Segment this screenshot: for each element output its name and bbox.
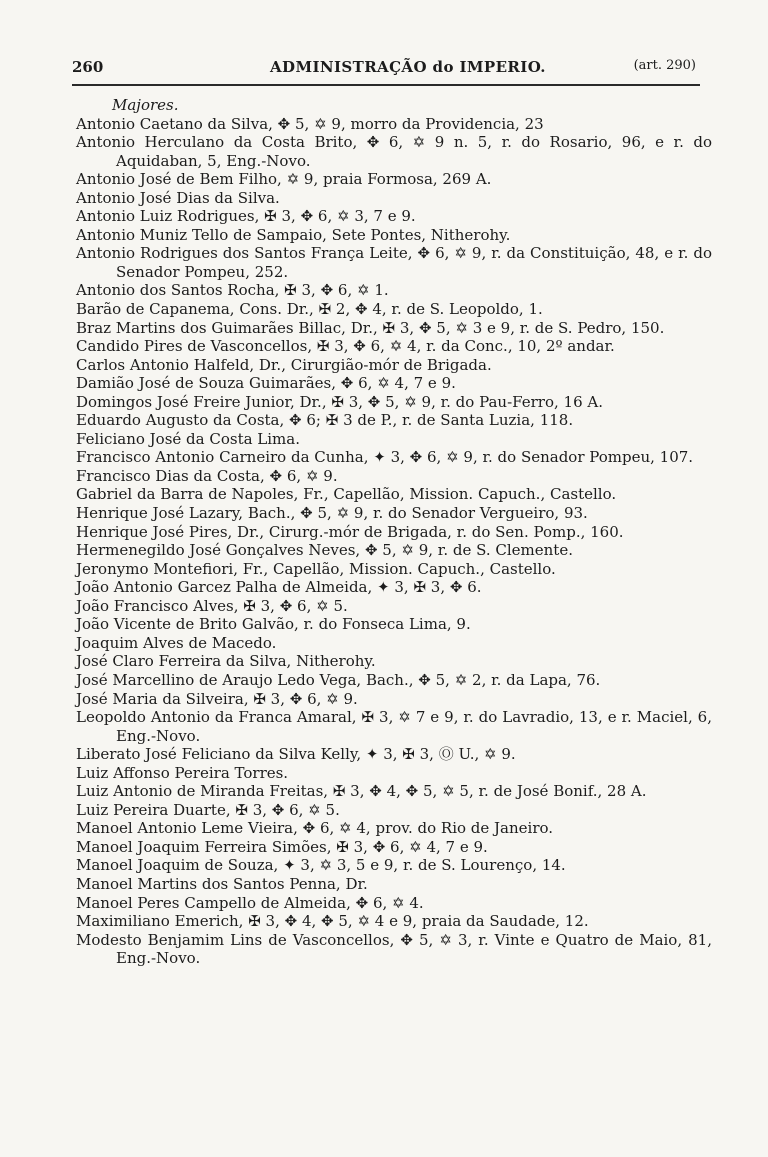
page-header xyxy=(72,58,700,82)
list-item: Modesto Benjamim Lins de Vasconcellos, ✥ 5, ✡ 3, r. Vinte e Quatro de Maio, 81, Eng.-Novo. xyxy=(76,930,712,968)
list-item: Antonio Muniz Tello de Sampaio, Sete Pontes, Nitherohy. xyxy=(76,225,511,244)
list-item: Joaquim Alves de Macedo. xyxy=(76,633,277,652)
list-item: Gabriel da Barra de Napoles, Fr., Capellão, Mission. Capuch., Castello. xyxy=(76,485,617,504)
running-title: ADMINISTRAÇÃO do IMPERIO. xyxy=(270,58,546,76)
list-item: José Marcellino de Araujo Ledo Vega, Bach., ✥ 5, ✡ 2, r. da Lapa, 76. xyxy=(76,670,601,689)
list-item: Luiz Affonso Pereira Torres. xyxy=(76,763,289,782)
list-item: Damião José de Souza Guimarães, ✥ 6, ✡ 4, 7 e 9. xyxy=(76,374,456,393)
list-item: Manoel Antonio Leme Vieira, ✥ 6, ✡ 4, prov. do Rio de Janeiro. xyxy=(76,819,554,838)
section-title: Majores. xyxy=(112,96,179,114)
list-item: Maximiliano Emerich, ✠ 3, ✥ 4, ✥ 5, ✡ 4 e 9, praia da Saudade, 12. xyxy=(76,912,589,931)
list-item: Henrique José Lazary, Bach., ✥ 5, ✡ 9, r. do Senador Vergueiro, 93. xyxy=(76,504,588,523)
list-item: Candido Pires de Vasconcellos, ✠ 3, ✥ 6, ✡ 4, r. da Conc., 10, 2º andar. xyxy=(76,337,615,356)
list-item: Henrique José Pires, Dr., Cirurg.-mór de Brigada, r. do Sen. Pomp., 160. xyxy=(76,522,624,541)
list-item: Francisco Antonio Carneiro da Cunha, ✦ 3, ✥ 6, ✡ 9, r. do Senador Pompeu, 107. xyxy=(76,448,694,467)
list-item: João Francisco Alves, ✠ 3, ✥ 6, ✡ 5. xyxy=(76,596,348,615)
list-item: Antonio dos Santos Rocha, ✠ 3, ✥ 6, ✡ 1. xyxy=(76,281,389,300)
list-item: Antonio Rodrigues dos Santos França Leite, ✥ 6, ✡ 9, r. da Constituição, 48, e r. do Senador Pompeu, 252. xyxy=(76,244,712,281)
list-item: Manoel Martins dos Santos Penna, Dr. xyxy=(76,874,368,893)
list-item: Liberato José Feliciano da Silva Kelly, ✦ 3, ✠ 3, Ⓞ U., ✡ 9. xyxy=(76,745,516,764)
list-item: Eduardo Augusto da Costa, ✥ 6; ✠ 3 de P., r. de Santa Luzia, 118. xyxy=(76,411,574,430)
list-item: Barão de Capanema, Cons. Dr., ✠ 2, ✥ 4, r. de S. Leopoldo, 1. xyxy=(76,300,543,319)
list-item: João Vicente de Brito Galvão, r. do Fonseca Lima, 9. xyxy=(76,615,471,634)
page-number: 260 xyxy=(72,58,104,76)
list-item: Leopoldo Antonio da Franca Amaral, ✠ 3, ✡ 7 e 9, r. do Lavradio, 13, e r. Maciel, 6, Eng.-Novo. xyxy=(76,708,712,745)
list-item: Jeronymo Montefiori, Fr., Capellão, Mission. Capuch., Castello. xyxy=(76,559,556,578)
list-item: Braz Martins dos Guimarães Billac, Dr., ✠ 3, ✥ 5, ✡ 3 e 9, r. de S. Pedro, 150. xyxy=(76,318,665,337)
list-item: João Antonio Garcez Palha de Almeida, ✦ 3, ✠ 3, ✥ 6. xyxy=(76,578,482,597)
entry-list xyxy=(76,96,712,968)
list-item: Antonio Luiz Rodrigues, ✠ 3, ✥ 6, ✡ 3, 7 e 9. xyxy=(76,207,416,226)
list-item: Carlos Antonio Halfeld, Dr., Cirurgião-mór de Brigada. xyxy=(76,355,492,374)
list-item: Luiz Antonio de Miranda Freitas, ✠ 3, ✥ 4, ✥ 5, ✡ 5, r. de José Bonif., 28 A. xyxy=(76,782,647,801)
list-item: Francisco Dias da Costa, ✥ 6, ✡ 9. xyxy=(76,466,338,485)
list-item: Luiz Pereira Duarte, ✠ 3, ✥ 6, ✡ 5. xyxy=(76,800,340,819)
list-item: José Maria da Silveira, ✠ 3, ✥ 6, ✡ 9. xyxy=(76,689,358,708)
list-item: Domingos José Freire Junior, Dr., ✠ 3, ✥ 5, ✡ 9, r. do Pau-Ferro, 16 A. xyxy=(76,392,603,411)
header-rule xyxy=(72,84,700,86)
article-reference: (art. 290) xyxy=(633,58,696,73)
list-item: Antonio Caetano da Silva, ✥ 5, ✡ 9, morro da Providencia, 23 xyxy=(76,114,544,133)
list-item: Feliciano José da Costa Lima. xyxy=(76,429,300,448)
list-item: José Claro Ferreira da Silva, Nitherohy. xyxy=(76,652,376,671)
list-item: Antonio José Dias da Silva. xyxy=(76,188,280,207)
list-item: Antonio José de Bem Filho, ✡ 9, praia Formosa, 269 A. xyxy=(76,170,492,189)
list-item: Manoel Peres Campello de Almeida, ✥ 6, ✡ 4. xyxy=(76,893,424,912)
list-item: Manoel Joaquim de Souza, ✦ 3, ✡ 3, 5 e 9, r. de S. Lourenço, 14. xyxy=(76,856,566,875)
list-item: Antonio Herculano da Costa Brito, ✥ 6, ✡ 9 n. 5, r. do Rosario, 96, e r. do Aquidaban, 5, Eng.-Novo. xyxy=(76,133,712,170)
list-item: Manoel Joaquim Ferreira Simões, ✠ 3, ✥ 6, ✡ 4, 7 e 9. xyxy=(76,837,488,856)
list-item: Hermenegildo José Gonçalves Neves, ✥ 5, ✡ 9, r. de S. Clemente. xyxy=(76,541,573,560)
